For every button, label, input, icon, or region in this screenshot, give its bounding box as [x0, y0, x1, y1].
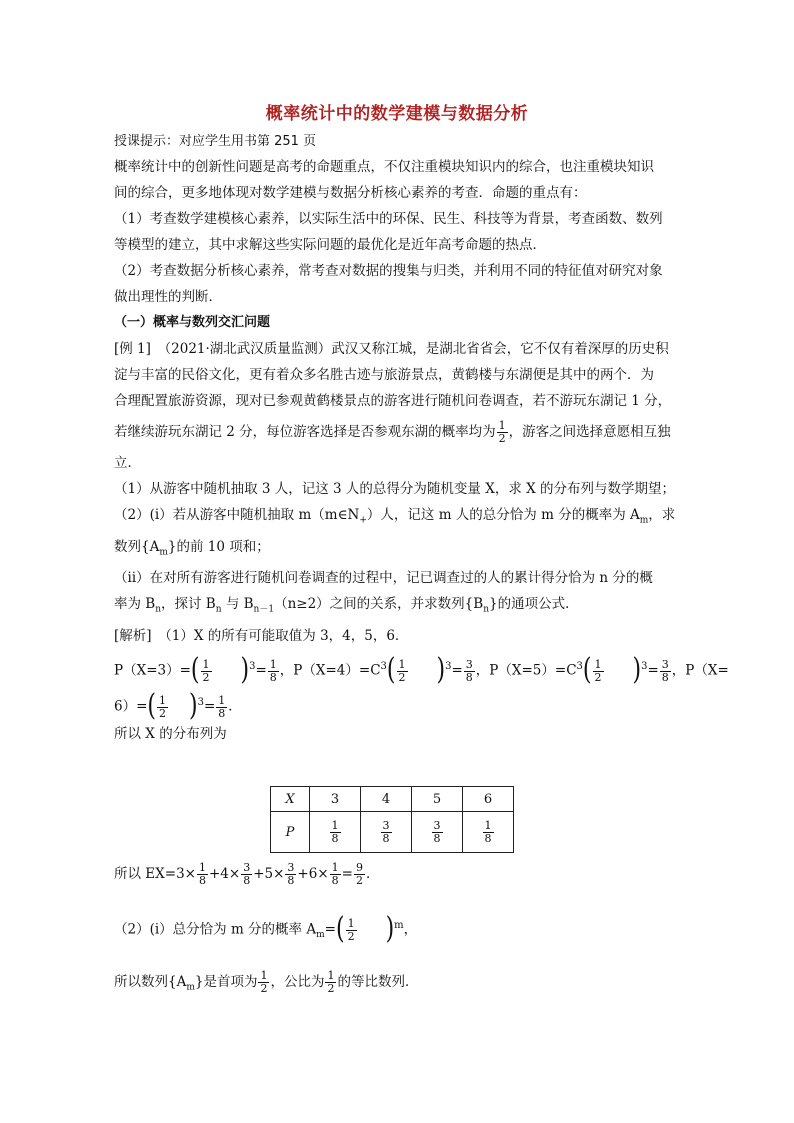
expectation-line [114, 856, 684, 892]
exponent: m [394, 920, 404, 931]
exponent: 3 [641, 661, 648, 673]
text: = [451, 662, 463, 679]
fraction [197, 862, 208, 887]
denominator: 8 [433, 831, 441, 845]
numerator: 1 [331, 861, 339, 874]
denominator: 8 [661, 670, 669, 684]
numerator: 1 [198, 861, 206, 874]
intro-line: 做出理性的判断． [114, 289, 222, 305]
denominator: 8 [287, 874, 295, 887]
denominator: 2 [327, 982, 335, 995]
text: 所以数列{A [114, 974, 187, 990]
subscript: + [359, 515, 367, 526]
denominator: 8 [331, 874, 339, 887]
fraction [464, 659, 475, 684]
denominator: 2 [498, 432, 506, 445]
text: ，探讨 B [161, 596, 216, 613]
numerator: 3 [243, 861, 251, 874]
exponent: 3 [249, 661, 256, 673]
denominator: 2 [202, 670, 210, 684]
page-title: 概率统计中的数学建模与数据分析 [265, 104, 529, 124]
text: P（X=3）= [114, 662, 191, 679]
fraction-one-half [258, 970, 269, 995]
denominator: 2 [355, 874, 363, 887]
denominator: 2 [398, 670, 406, 684]
table-cell: 3 [310, 787, 361, 812]
text: 数列{A [114, 538, 160, 555]
intro-line: 概率统计中的创新性问题是高考的命题重点，不仅注重模块知识内的综合，也注重模块知识 [114, 159, 654, 175]
subscript: m [186, 982, 195, 993]
denominator: 8 [243, 874, 251, 887]
intro-line: （2）考查数据分析核心素养，常考查对数据的搜集与归类，并利用不同的特征值对研究对象 [114, 263, 663, 279]
text: +5× [253, 866, 285, 882]
example-line [114, 414, 684, 450]
subscript: m [316, 930, 325, 941]
text: ，P（X= [671, 662, 729, 679]
text: = [324, 921, 336, 938]
table-cell [361, 812, 412, 853]
fraction [381, 820, 392, 845]
intro-line: （1）考查数学建模核心素养，以实际生活中的环保、民生、科技等为背景，考查函数、数列 [114, 211, 663, 227]
subscript: n [483, 605, 489, 616]
fraction [483, 820, 494, 845]
denominator: 8 [198, 874, 206, 887]
denominator: 2 [159, 706, 166, 720]
text: 率为 B [114, 596, 156, 613]
fraction-one-half [497, 420, 508, 445]
text: ，求 [648, 507, 676, 523]
lesson-hint: 授课提示：对应学生用书第 251 页 [114, 134, 317, 149]
text: = [203, 698, 216, 715]
question-2i-cont [114, 534, 684, 566]
example-line: [例 1] （2021·湖北武汉质量监测）武汉又称江城，是湖北省省会，它不仅有着深厚的历史积 [114, 341, 669, 357]
text: ． [365, 866, 380, 882]
question-2ii: （ⅱ）在对所有游客进行随机问卷调查的过程中，记已调查过的人的累计得分恰为 n 分的概 [114, 570, 653, 587]
question-1: （1）从游客中随机抽取 3 人，记这 3 人的总得分为随机变量 X，求 X 的分布列与数学期望； [114, 481, 676, 497]
fraction-one-half [325, 970, 336, 995]
denominator: 8 [331, 831, 339, 845]
text: }是首项为 [194, 974, 258, 990]
solution-line: [解析] （1）X 的所有可能取值为 3，4，5，6． [114, 628, 409, 645]
text: （2）(ⅰ）总分恰为 m 分的概率 A [114, 921, 317, 938]
text: +6× [297, 866, 329, 882]
denominator: 8 [382, 831, 390, 845]
subscript: n [155, 605, 162, 616]
intro-line: 等模型的建立，其中求解这些实际问题的最优化是近年高考命题的热点． [114, 237, 546, 253]
example-line: 立． [114, 455, 141, 471]
numerator: 1 [331, 818, 339, 832]
numerator: 1 [159, 693, 166, 707]
numerator: 1 [398, 657, 406, 671]
exponent: 3 [445, 661, 452, 673]
numerator: 1 [498, 419, 506, 432]
text: （n≥2）之间的关系，并求数列{B [274, 596, 484, 613]
content-body [114, 130, 729, 747]
text: 与 B [221, 596, 254, 613]
numerator: 1 [218, 693, 226, 707]
intro-line: 间的综合，更多地体现对数学建模与数据分析核心素养的考查．命题的重点有： [114, 185, 587, 201]
fraction-one-half [201, 659, 212, 684]
numerator: 9 [355, 861, 363, 874]
subscript: m [159, 547, 168, 558]
numerator: 1 [594, 657, 602, 671]
prob-formulas: P（X=3）=( $\frac{1}{2}$ )$^3$= $\frac{1}{8}$ ，$P(X=4)=C^3$( $\frac{1}{2}$ )$^3$= $\frac{3}{8}$ ，$P(X=5)=C^3$( $\frac{1}{2}$ )$^3$= $\frac{3}{8}$ ，P（X= [114, 653, 729, 688]
distribution-table [270, 786, 514, 853]
fraction [285, 862, 296, 887]
fraction [330, 862, 341, 887]
table-cell: 6 [463, 787, 514, 812]
text: ，游客之间选择意愿相互独 [508, 424, 671, 440]
fraction-one-half [397, 659, 408, 684]
table-cell: P [271, 812, 310, 853]
denominator: 8 [465, 670, 473, 684]
numerator: 1 [347, 916, 355, 930]
fraction [268, 659, 279, 684]
numerator: 1 [269, 657, 277, 671]
numerator: 1 [484, 818, 492, 832]
text: 6）= [114, 698, 148, 715]
numerator: 3 [661, 657, 669, 671]
numerator: 3 [433, 818, 441, 832]
text: ，公比为 [270, 974, 325, 990]
text: （2）(ⅰ）若从游客中随机抽取 m（m∈N [114, 507, 360, 523]
exponent: 3 [576, 661, 583, 673]
denominator: 2 [594, 670, 602, 684]
example-line: 淀与丰富的民俗文化，更有着众多名胜古迹与旅游景点，黄鹤楼与东湖便是其中的两个．为 [114, 367, 654, 383]
fraction [330, 820, 341, 845]
question-2ii-cont [114, 591, 684, 623]
exponent: 3 [380, 661, 387, 673]
text: }的通项公式． [488, 596, 579, 613]
fraction-one-half [346, 918, 357, 943]
text: = [255, 662, 267, 679]
table-cell: X [271, 787, 310, 812]
solution-line: 所以 X 的分布列为 [114, 726, 227, 743]
text: = [341, 866, 353, 882]
table-row [271, 787, 514, 812]
text: }的前 10 项和； [167, 538, 270, 555]
table-cell: 5 [412, 787, 463, 812]
subscript: m [639, 515, 649, 526]
text: ． [228, 698, 242, 715]
denominator: 8 [269, 670, 277, 684]
fraction-one-half [157, 695, 168, 720]
denominator: 2 [260, 982, 268, 995]
table-cell: 4 [361, 787, 412, 812]
numerator: 1 [202, 657, 210, 671]
numerator: 1 [327, 969, 335, 982]
section-heading: （一）概率与数列交汇问题 [114, 315, 271, 330]
text: ，P（X=5）=C [475, 662, 577, 679]
table-row [271, 812, 514, 853]
subscript: n－1 [253, 605, 275, 616]
prob-formula-6: 6）=( $\frac{1}{2}$ )$^3$= $\frac{1}{8}$ ． [114, 689, 242, 724]
exponent: 3 [197, 697, 204, 709]
text: 的等比数列． [337, 974, 419, 990]
content-body-lower [114, 856, 684, 1000]
text: 所以 EX=3× [114, 866, 196, 882]
geometric-line [114, 964, 684, 1000]
numerator: 3 [465, 657, 473, 671]
denominator: 8 [484, 831, 492, 845]
fraction [432, 820, 443, 845]
text: = [647, 662, 659, 679]
denominator: 2 [347, 929, 355, 943]
numerator: 1 [260, 969, 268, 982]
fraction-one-half [593, 659, 604, 684]
table-cell [310, 812, 361, 853]
numerator: 3 [287, 861, 295, 874]
text: ，P（X=4）=C [279, 662, 381, 679]
fraction [660, 659, 671, 684]
fraction [241, 862, 252, 887]
denominator: 8 [218, 706, 226, 720]
fraction [216, 695, 227, 720]
am-line: （2）(ⅰ）总分恰为 m 分的概率 $A_m=$( $\frac{1}{2}$ )$^m$， [114, 912, 418, 947]
subscript: n [215, 605, 222, 616]
example-line: 合理配置旅游资源，现对已参观黄鹤楼景点的游客进行随机问卷调查，若不游玩东湖记 1 分， [114, 393, 672, 409]
table-cell [463, 812, 514, 853]
table-cell [412, 812, 463, 853]
text: ）人，记这 m 人的总分恰为 m 分的概率为 A [366, 507, 640, 523]
fraction [354, 862, 365, 887]
numerator: 3 [382, 818, 390, 832]
text: 若继续游玩东湖记 2 分，每位游客选择是否参观东湖的概率均为 [114, 424, 496, 440]
text: +4× [208, 866, 241, 882]
question-2i [114, 502, 684, 534]
